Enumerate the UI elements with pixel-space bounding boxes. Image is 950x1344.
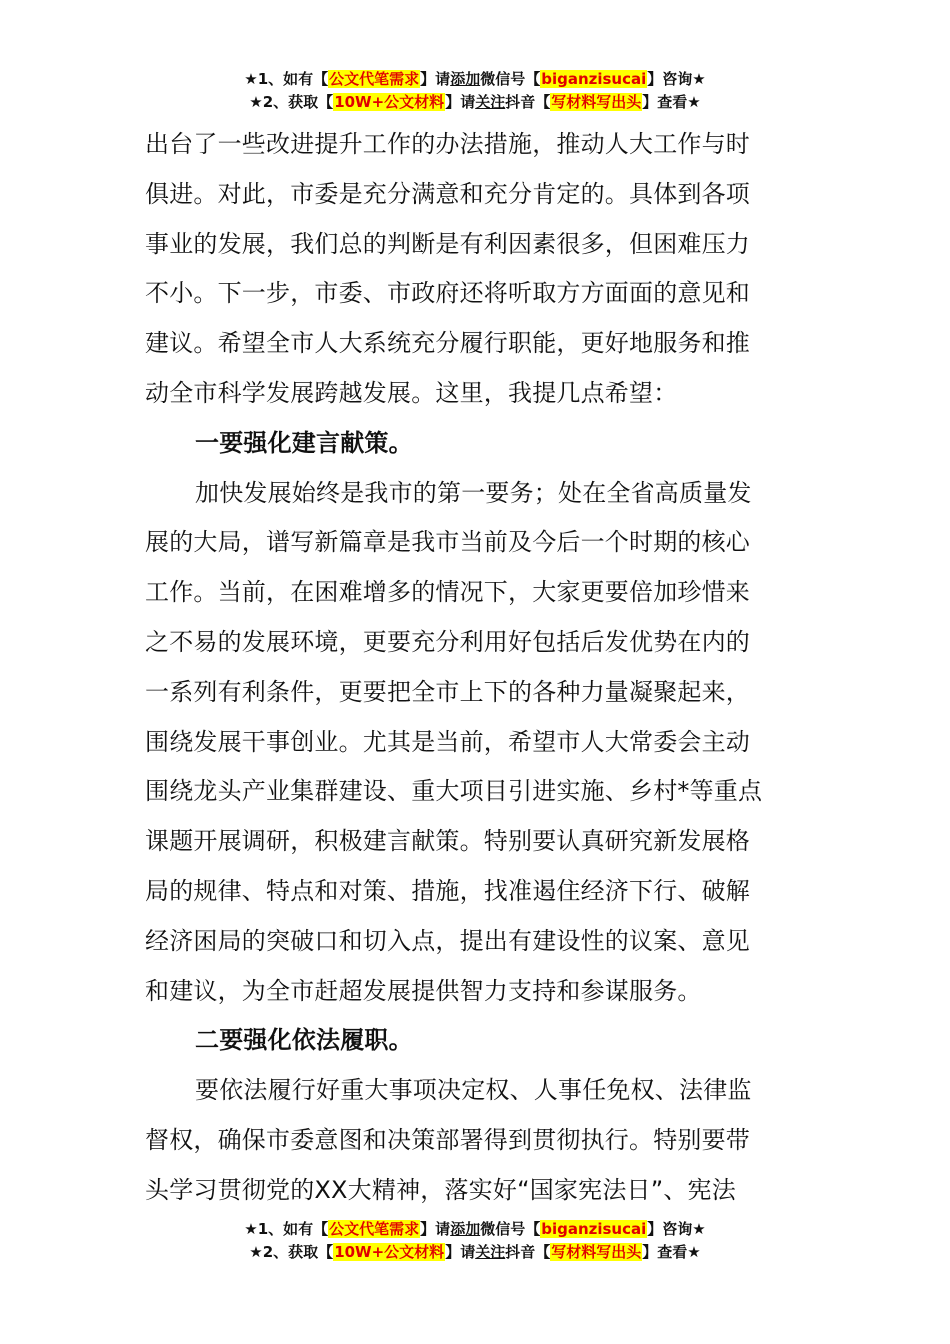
banner-text: ★1、如有【 xyxy=(244,70,329,88)
text-line: 加快发展始终是我市的第一要务；处在全省高质量发 xyxy=(195,478,752,507)
banner-underlined: 关注 xyxy=(475,93,506,111)
banner-text: 】请 xyxy=(420,70,451,88)
banner-line-2 xyxy=(0,1241,950,1264)
banner-text: 微信号【 xyxy=(480,1220,541,1238)
banner-underlined: 添加 xyxy=(450,1220,481,1238)
banner-text: 】咨询★ xyxy=(647,1220,706,1238)
section-heading-1 xyxy=(145,419,810,469)
text-line: 和建议，为全市赶超发展提供智力支持和参谋服务。 xyxy=(145,976,702,1005)
banner-text: ★2、获取【 xyxy=(249,1243,334,1261)
text-line: 展的大局，谱写新篇章是我市当前及今后一个时期的核心 xyxy=(145,528,750,557)
text-line: 不小。下一步，市委、市政府还将听取方方面面的意见和 xyxy=(145,279,750,308)
highlight-wechat-id: biganzisucai xyxy=(541,70,647,88)
heading-text: 一要强化建言献策。 xyxy=(195,428,413,457)
text-line: 之不易的发展环境，更要充分利用好包括后发优势在内的 xyxy=(145,627,750,656)
text-line: 局的规律、特点和对策、措施，找准遏住经济下行、破解 xyxy=(145,876,750,905)
text-line: 围绕龙头产业集群建设、重大项目引进实施、乡村*等重点 xyxy=(145,777,763,806)
highlight-douyin: 写材料写出头 xyxy=(551,93,642,111)
banner-text: 】请 xyxy=(420,1220,451,1238)
text-line: 头学习贯彻党的XX大精神，落实好“国家宪法日”、宪法 xyxy=(145,1175,736,1204)
text-line: 动全市科学发展跨越发展。这里，我提几点希望： xyxy=(145,378,678,407)
highlight-materials: 10W+公文材料 xyxy=(334,93,445,111)
highlight-wechat-id: biganzisucai xyxy=(541,1220,647,1238)
document-body xyxy=(145,120,810,1216)
highlight-service: 公文代笔需求 xyxy=(329,70,420,88)
banner-text: 】请 xyxy=(445,93,476,111)
paragraph-continued xyxy=(145,518,810,1016)
text-line: 课题开展调研，积极建言献策。特别要认真研究新发展格 xyxy=(145,827,750,856)
text-line: 事业的发展，我们总的判断是有利因素很多，但困难压力 xyxy=(145,229,750,258)
banner-text: 抖音【 xyxy=(505,93,551,111)
text-line: 建议。希望全市人大系统充分履行职能，更好地服务和推 xyxy=(145,329,750,358)
text-line: 督权，确保市委意图和决策部署得到贯彻执行。特别要带 xyxy=(145,1125,750,1154)
banner-line-1 xyxy=(0,1218,950,1241)
banner-text: ★2、获取【 xyxy=(249,93,334,111)
highlight-materials: 10W+公文材料 xyxy=(334,1243,445,1261)
section-heading-2 xyxy=(145,1016,810,1066)
banner-text: 】查看★ xyxy=(642,93,701,111)
banner-text: 】查看★ xyxy=(642,1243,701,1261)
banner-text: 】请 xyxy=(445,1243,476,1261)
banner-line-2 xyxy=(0,91,950,114)
text-line: 出台了一些改进提升工作的办法措施，推动人大工作与时 xyxy=(145,130,750,158)
text-line: 俱进。对此，市委是充分满意和充分肯定的。具体到各项 xyxy=(145,179,750,208)
top-banner xyxy=(0,68,950,114)
text-line: 要依法履行好重大事项决定权、人事任免权、法律监 xyxy=(195,1076,752,1105)
heading-text: 二要强化依法履职。 xyxy=(195,1026,413,1055)
banner-text: 】咨询★ xyxy=(647,70,706,88)
banner-text: ★1、如有【 xyxy=(244,1220,329,1238)
text-line: 经济困局的突破口和切入点，提出有建设性的议案、意见 xyxy=(145,926,750,955)
highlight-service: 公文代笔需求 xyxy=(329,1220,420,1238)
paragraph-continued xyxy=(145,1116,810,1216)
paragraph xyxy=(145,120,810,419)
banner-text: 微信号【 xyxy=(480,70,541,88)
text-line: 围绕发展干事创业。尤其是当前，希望市人大常委会主动 xyxy=(145,727,750,756)
banner-underlined: 关注 xyxy=(475,1243,506,1261)
banner-underlined: 添加 xyxy=(450,70,481,88)
banner-line-1 xyxy=(0,68,950,91)
bottom-banner xyxy=(0,1218,950,1264)
paragraph xyxy=(145,1066,810,1116)
banner-text: 抖音【 xyxy=(505,1243,551,1261)
text-line: 工作。当前，在困难增多的情况下，大家更要倍加珍惜来 xyxy=(145,578,750,607)
highlight-douyin: 写材料写出头 xyxy=(551,1243,642,1261)
text-line: 一系列有利条件，更要把全市上下的各种力量凝聚起来， xyxy=(145,677,750,706)
paragraph xyxy=(145,469,810,519)
